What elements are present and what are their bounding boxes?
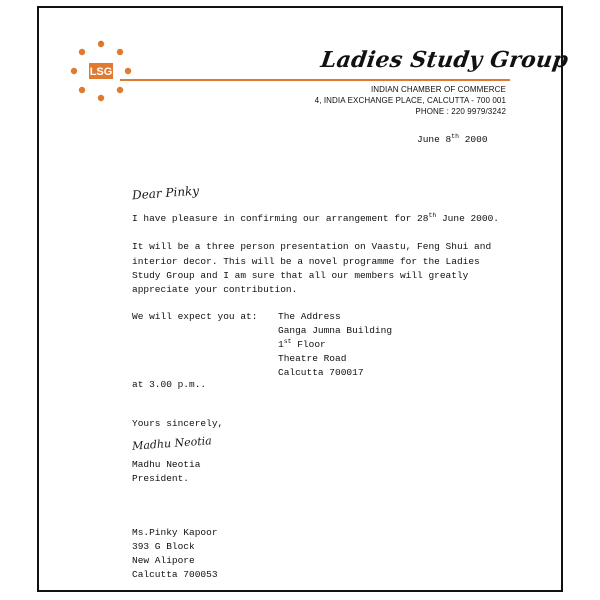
date-suffix: th xyxy=(451,132,460,140)
org-name: Ladies Study Group xyxy=(319,47,571,73)
closing: Yours sincerely, xyxy=(132,418,224,429)
para2-line-1: It will be a three person presentation on Vaastu, Feng Shui and xyxy=(132,241,492,252)
recipient-line-3: New Alipore xyxy=(132,555,195,566)
salutation: Dear Pinky xyxy=(131,183,200,203)
meeting-time: at 3.00 p.m.. xyxy=(132,379,207,390)
letter-date xyxy=(417,134,488,145)
letterhead-rule xyxy=(120,79,510,81)
logo-text: LSG xyxy=(89,66,113,78)
chamber-phone: PHONE : 220 9979/3242 xyxy=(415,107,506,116)
venue-floor-num: 1 xyxy=(278,339,284,350)
signer-name: Madhu Neotia xyxy=(132,459,201,470)
venue-line-4: Theatre Road xyxy=(278,353,347,364)
para1-pre: I have pleasure in confirming our arrangement for 28 xyxy=(132,213,429,224)
recipient-line-4: Calcutta 700053 xyxy=(132,569,218,580)
para2-line-2: interior decor. This will be a novel programme for the Ladies xyxy=(132,256,480,267)
date-day: June 8 xyxy=(417,134,452,145)
date-year: 2000 xyxy=(459,134,488,145)
recipient-line-2: 393 G Block xyxy=(132,541,195,552)
lsg-logo-icon xyxy=(70,40,132,102)
para2-line-3: Study Group and I am sure that all our members will greatly xyxy=(132,270,469,281)
venue-line-1: The Address xyxy=(278,311,341,322)
chamber-name: INDIAN CHAMBER OF COMMERCE xyxy=(370,85,506,94)
para1-post: June 2000. xyxy=(436,213,499,224)
venue-floor-sup: st xyxy=(283,337,292,345)
venue-line-5: Calcutta 700017 xyxy=(278,367,364,378)
chamber-address: 4, INDIA EXCHANGE PLACE, CALCUTTA - 700 001 xyxy=(314,96,506,105)
venue-floor-word: Floor xyxy=(291,339,326,350)
recipient-line-1: Ms.Pinky Kapoor xyxy=(132,527,218,538)
venue-floor xyxy=(278,339,326,350)
signer-title: President. xyxy=(132,473,190,484)
para2-line-4: appreciate your contribution. xyxy=(132,284,298,295)
para1-sup: th xyxy=(428,211,437,219)
venue-line-2: Ganga Jumna Building xyxy=(278,325,393,336)
paragraph-1 xyxy=(132,213,499,224)
signature: Madhu Neotia xyxy=(131,434,213,453)
expect-label: We will expect you at: xyxy=(132,311,258,322)
